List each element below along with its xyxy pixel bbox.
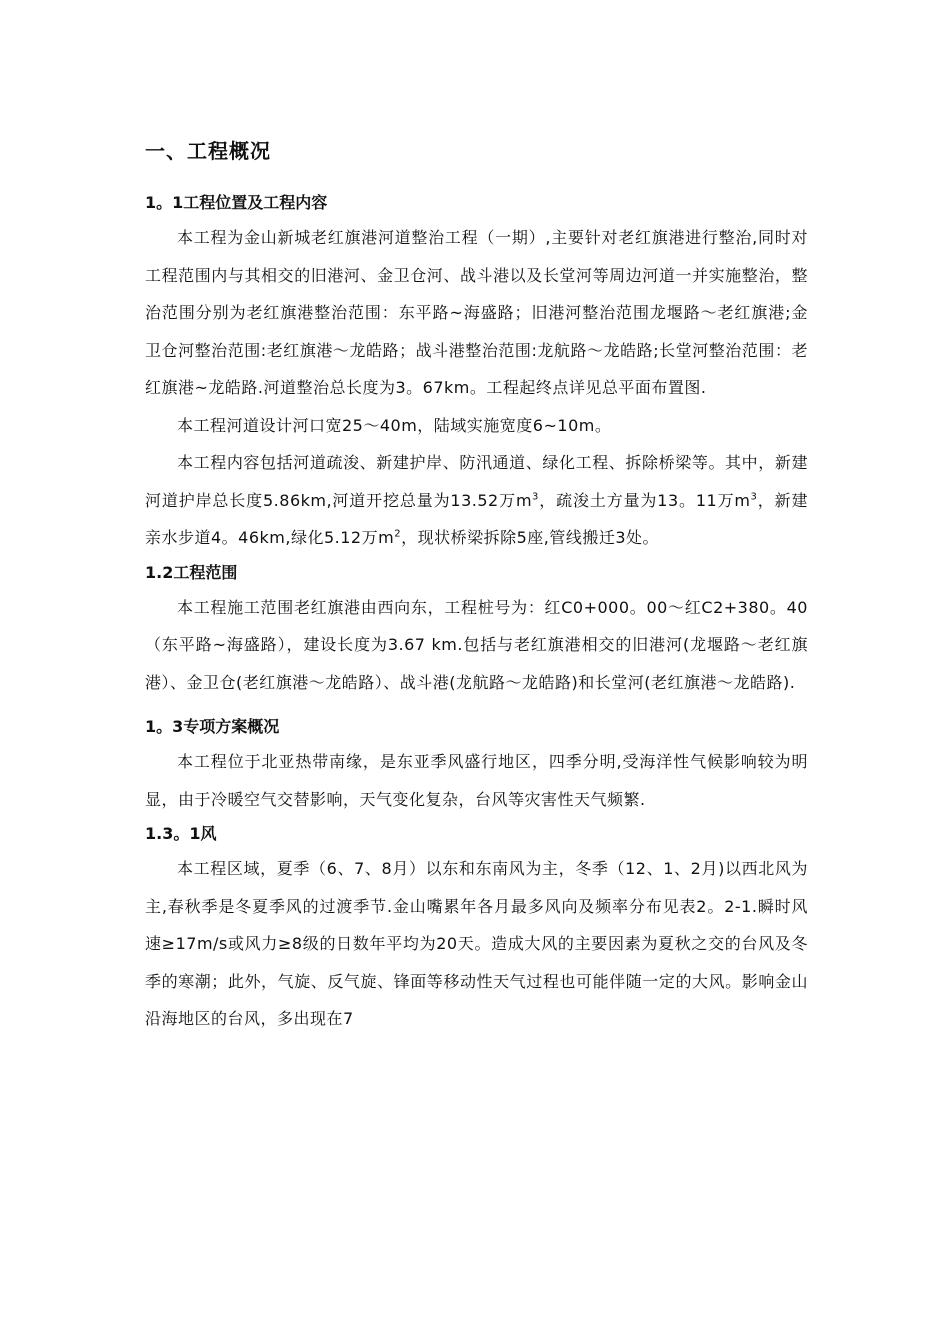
document-body [145, 135, 808, 1038]
superscript: 3 [532, 491, 539, 503]
paragraph-climate-overview: 本工程位于北亚热带南缘，是东亚季风盛行地区，四季分明,受海洋性气候影响较为明显，由于冷暖空气交替影响，天气变化复杂，台风等灾害性天气频繁. [145, 752, 808, 809]
text-segment: ，新建亲水步道4。46km,绿化5.12万m [145, 490, 808, 547]
paragraph-wind: 本工程区域，夏季（6、7、8月）以东和东南风为主，冬季（12、1、2月)以西北风为主,春秋季是冬夏季风的过渡季节.金山嘴累年各月最多风向及频率分布见表2。2-1.瞬时风速≥17m/s或风力≥8级的日数年平均为20天。造成大风的主要因素为夏秋之交的台风及冬季的寒潮；此外，气旋、反气旋、锋面等移动性天气过程也可能伴随一定的大风。影响金山沿海地区的台风，多出现在7 [145, 859, 808, 1028]
section-title-1-1: 1。1工程位置及工程内容 [145, 193, 328, 212]
chapter-title: 一、工程概况 [145, 139, 271, 163]
paragraph-project-content [145, 444, 808, 557]
text-segment: ，现状桥梁拆除5座,管线搬迁3处。 [401, 528, 660, 547]
paragraph-project-location: 本工程为金山新城老红旗港河道整治工程（一期）,主要针对老红旗港进行整治,同时对工程范围内与其相交的旧港河、金卫仓河、战斗港以及长堂河等周边河道一并实施整治，整治范围分别为老红旗港整治范围：东平路~海盛路；旧港河整治范围龙堰路～老红旗港;金卫仓河整治范围:老红旗港～龙皓路；战斗港整治范围:龙航路～龙皓路;长堂河整治范围：老红旗港~龙皓路.河道整治总长度为3。67km。工程起终点详见总平面布置图. [145, 228, 808, 397]
paragraph-river-width: 本工程河道设计河口宽25～40m，陆域实施宽度6~10m。 [177, 415, 612, 435]
superscript: 2 [394, 528, 402, 540]
section-title-1-3: 1。3专项方案概况 [145, 717, 280, 736]
section-title-1-2: 1.2工程范围 [145, 562, 238, 582]
text-segment: 本工程内容包括河道疏浚、新建护岸、防汛通道、绿化工程、拆除桥梁等。其中，新建河道护岸总长度5.86km,河道开挖总量为13.52万m [145, 453, 808, 510]
paragraph-project-scope: 本工程施工范围老红旗港由西向东，工程桩号为：红C0+000。00～红C2+380。40（东平路~海盛路），建设长度为3.67 km.包括与老红旗港相交的旧港河(龙堰路～老红旗港）、金卫仓(老红旗港～龙皓路）、战斗港(龙航路～龙皓路)和长堂河(老红旗港～龙皓路). [145, 597, 808, 692]
text-segment: ，疏浚土方量为13。11万m [538, 490, 751, 510]
section-title-1-3-1: 1.3。1风 [145, 824, 217, 843]
superscript: 3 [750, 491, 758, 503]
